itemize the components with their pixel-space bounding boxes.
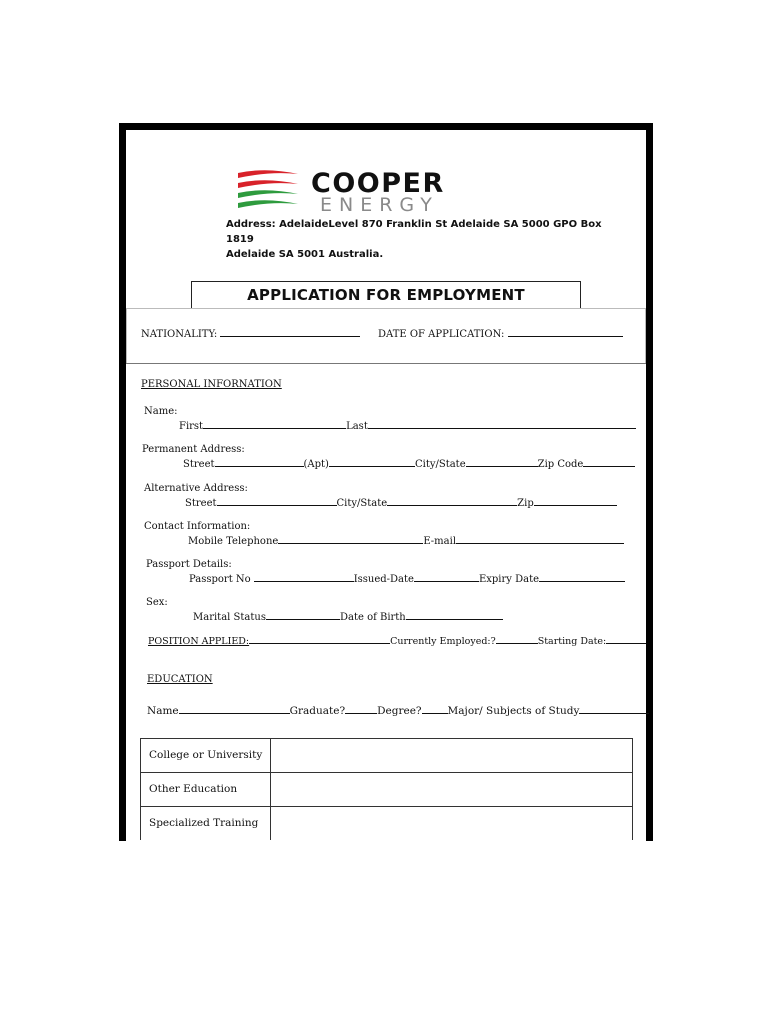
edu-name-label: Name	[147, 705, 179, 717]
last-label: Last	[346, 421, 368, 432]
first-name-field[interactable]	[203, 418, 346, 429]
table-row	[141, 739, 632, 773]
street-label: Street	[183, 459, 215, 470]
alternative-address-row	[185, 495, 617, 510]
cooper-energy-logo	[236, 168, 581, 214]
application-form-page	[119, 123, 653, 841]
position-applied-field[interactable]	[249, 633, 390, 644]
permanent-address-row	[183, 456, 635, 471]
passport-row	[189, 571, 625, 586]
issued-date-label: Issued-Date	[353, 574, 414, 585]
position-row	[148, 633, 646, 648]
name-label: Name:	[144, 406, 178, 417]
passport-details-label: Passport Details:	[146, 559, 232, 570]
college-label: College or University	[149, 749, 263, 761]
starting-date-label: Starting Date:	[537, 636, 607, 647]
nationality-label: NATIONALITY:	[141, 329, 218, 340]
specialized-training-label: Specialized Training	[149, 817, 259, 829]
major-field[interactable]	[579, 703, 649, 714]
email-label: E-mail	[423, 536, 457, 547]
permanent-address-label: Permanent Address:	[142, 444, 245, 455]
passport-no-field[interactable]	[254, 571, 354, 582]
zip-code-label: Zip Code	[537, 459, 584, 470]
company-address	[226, 217, 626, 262]
alt-street-label: Street	[185, 498, 217, 509]
city-state-field[interactable]	[466, 456, 538, 467]
left-border-line	[126, 309, 127, 363]
currently-employed-field[interactable]	[496, 633, 538, 644]
graduate-field[interactable]	[345, 703, 377, 714]
right-border-line	[645, 309, 646, 363]
brand-bottom-text: ENERGY	[320, 194, 439, 214]
apt-label: (Apt)	[303, 459, 329, 470]
apt-field[interactable]	[329, 456, 415, 467]
personal-info-heading: PERSONAL INFORNATION	[141, 379, 282, 390]
alternative-address-label: Alternative Address:	[144, 483, 248, 494]
marital-status-field[interactable]	[266, 609, 340, 620]
form-body	[126, 308, 646, 839]
form-title: APPLICATION FOR EMPLOYMENT	[191, 281, 581, 309]
other-education-label: Other Education	[149, 783, 238, 795]
address-line-2: Adelaide SA 5001 Australia.	[226, 249, 384, 260]
contact-information-label: Contact Information:	[144, 521, 251, 532]
table-row	[141, 807, 632, 840]
section-divider	[126, 363, 646, 364]
dob-label: Date of Birth	[339, 612, 406, 623]
table-label-cell	[141, 807, 271, 840]
zip-code-field[interactable]	[583, 456, 635, 467]
passport-no-label: Passport No	[189, 574, 251, 585]
logo-stripes-icon	[238, 170, 298, 208]
table-label-cell	[141, 739, 271, 772]
nationality-field[interactable]	[220, 326, 360, 337]
table-label-cell	[141, 773, 271, 806]
starting-date-field[interactable]	[606, 633, 646, 644]
degree-field[interactable]	[422, 703, 448, 714]
sex-label: Sex:	[146, 597, 168, 608]
dob-field[interactable]	[406, 609, 503, 620]
nationality-row	[141, 326, 360, 341]
education-table	[140, 738, 633, 840]
alt-zip-field[interactable]	[534, 495, 617, 506]
city-state-label: City/State	[414, 459, 466, 470]
degree-label: Degree?	[377, 705, 422, 717]
address-line-1: Address: AdelaideLevel 870 Franklin St Adelaide SA 5000 GPO Box 1819	[226, 219, 602, 245]
expiry-date-field[interactable]	[539, 571, 625, 582]
form-sheet	[126, 130, 646, 841]
mobile-field[interactable]	[278, 533, 423, 544]
alt-zip-label: Zip	[517, 498, 534, 509]
application-date-row	[378, 326, 623, 341]
issued-date-field[interactable]	[414, 571, 479, 582]
position-applied-label: POSITION APPLIED:	[148, 636, 250, 647]
major-label: Major/ Subjects of Study	[447, 705, 580, 717]
email-field[interactable]	[456, 533, 624, 544]
alt-city-state-label: City/State	[336, 498, 388, 509]
first-label: First	[179, 421, 204, 432]
table-row	[141, 773, 632, 807]
alt-city-state-field[interactable]	[387, 495, 517, 506]
last-name-field[interactable]	[368, 418, 636, 429]
expiry-date-label: Expiry Date	[478, 574, 540, 585]
currently-employed-label: Currently Employed:?	[390, 636, 496, 647]
brand-top-text: COOPER	[311, 168, 445, 199]
marital-status-label: Marital Status	[193, 612, 266, 623]
alt-street-field[interactable]	[217, 495, 337, 506]
contact-row	[188, 533, 624, 548]
application-date-field[interactable]	[508, 326, 623, 337]
application-date-label: DATE OF APPLICATION:	[378, 329, 505, 340]
education-heading: EDUCATION	[147, 674, 213, 685]
marital-row	[193, 609, 503, 624]
graduate-label: Graduate?	[289, 705, 346, 717]
street-field[interactable]	[215, 456, 304, 467]
name-row	[179, 418, 636, 433]
edu-name-field[interactable]	[179, 703, 290, 714]
mobile-label: Mobile Telephone	[188, 536, 279, 547]
education-name-row	[147, 703, 649, 717]
